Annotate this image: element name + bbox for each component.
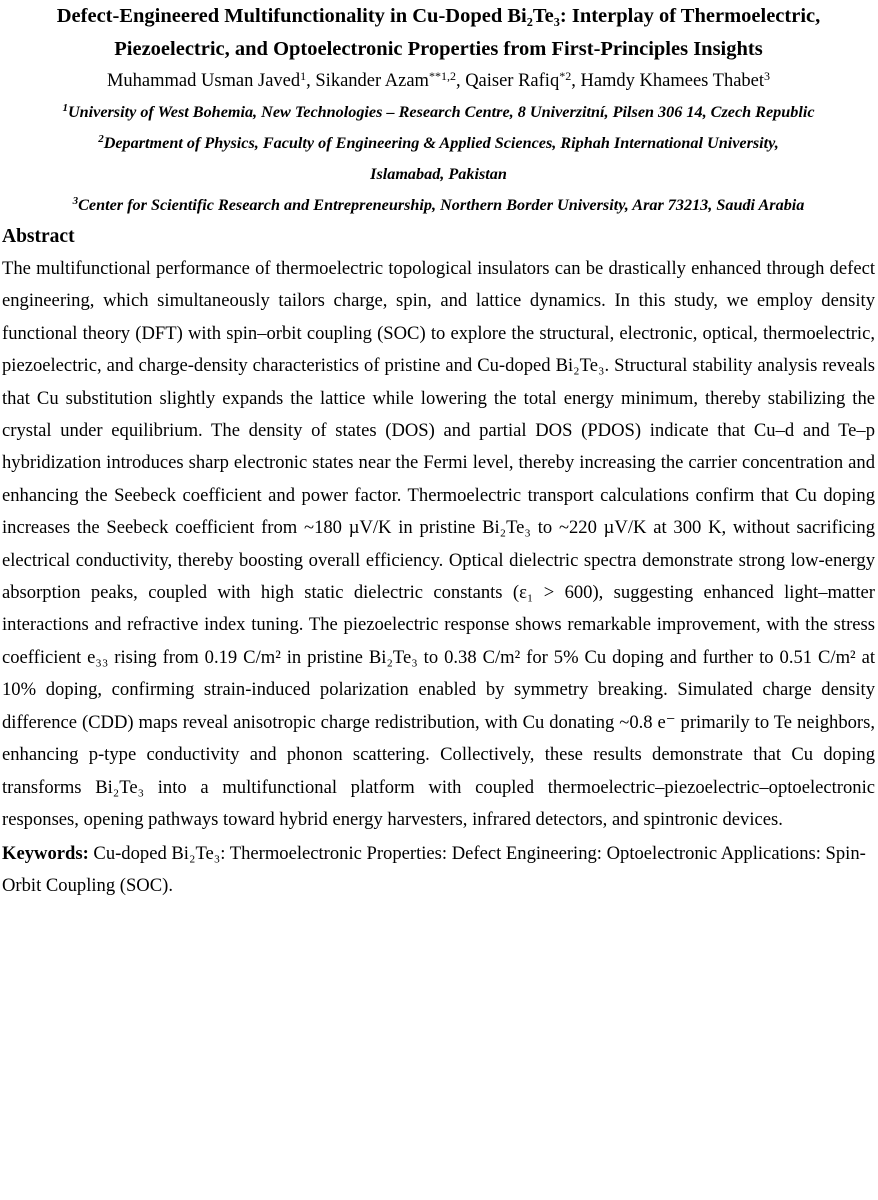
keywords-label: Keywords:	[2, 843, 89, 865]
author-separator: ,	[455, 71, 466, 91]
affiliation-text: Department of Physics, Faculty of Engineering & Applied Sciences, Riphah International University,	[103, 134, 779, 152]
affiliation-1	[0, 97, 877, 128]
author-superscript: **1,2	[428, 69, 456, 83]
author-name: Muhammad Usman Javed	[106, 71, 301, 91]
keywords	[0, 836, 877, 902]
title-line-2: Piezoelectric, and Optoelectronic Properties from First-Principles Insights	[114, 38, 763, 60]
title-line-1: Defect-Engineered Multifunctionality in Cu-Doped Bi₂Te₃: Interplay of Thermoelectric,	[56, 5, 821, 27]
affiliation-text: Islamabad, Pakistan	[370, 165, 507, 183]
author-superscript: 3	[764, 69, 771, 83]
author-name: Hamdy Khamees Thabet	[580, 71, 765, 91]
paper-title	[0, 0, 877, 66]
affiliation-2	[0, 128, 877, 190]
author-superscript: *2	[559, 69, 572, 83]
affiliation-text: Center for Scientific Research and Entrepreneurship, Northern Border University, Arar 73213, Saudi Arabia	[78, 196, 805, 214]
author-name: Sikander Azam	[315, 71, 429, 91]
author-name: Qaiser Rafiq	[465, 71, 560, 91]
keywords-text: Cu-doped Bi₂Te₃: Thermoelectronic Properties: Defect Engineering: Optoelectronic Applications: Spin-Orbit Coupling (SOC).	[2, 843, 866, 897]
affiliation-text: University of West Bohemia, New Technologies – Research Centre, 8 Univerzitní, Pilsen 306 14, Czech Republic	[67, 103, 815, 121]
author-list	[0, 66, 877, 97]
affiliation-superscript: 2	[98, 133, 104, 145]
abstract-heading: Abstract	[2, 226, 75, 247]
abstract-body: The multifunctional performance of thermoelectric topological insulators can be drastically enhanced through defect engineering, which simultaneously tailors charge, spin, and lattice dynamics. In this study, we employ density functional theory (DFT) with spin–orbit coupling (SOC) to explore the structural, electronic, optical, thermoelectric, piezoelectric, and charge-density characteristics of pristine and Cu-doped Bi₂Te₃. Structural stability analysis reveals that Cu substitution slightly expands the lattice while lowering the total energy minimum, thereby stabilizing the crystal under equilibrium. The density of states (DOS) and partial DOS (PDOS) indicate that Cu–d and Te–p hybridization introduces sharp electronic states near the Fermi level, thereby increasing the carrier concentration and enhancing the Seebeck coefficient and power factor. Thermoelectric transport calculations confirm that Cu doping increases the Seebeck coefficient from ~180 µV/K in pristine Bi₂Te₃ to ~220 µV/K at 300 K, without sacrificing electrical conductivity, thereby boosting overall efficiency. Optical dielectric spectra demonstrate strong low-energy absorption peaks, coupled with high static dielectric constants (ε₁ > 600), suggesting enhanced light–matter interactions and refractive index tuning. The piezoelectric response shows remarkable improvement, with the stress coefficient e₃₃ rising from 0.19 C/m² in pristine Bi₂Te₃ to 0.38 C/m² for 5% Cu doping and further to 0.51 C/m² at 10% doping, confirming strain-induced polarization enabled by symmetry breaking. Simulated charge density difference (CDD) maps reveal anisotropic charge redistribution, with Cu donating ~0.8 e⁻ primarily to Te neighbors, enhancing p-type conductivity and phonon scattering. Collectively, these results demonstrate that Cu doping transforms Bi₂Te₃ into a multifunctional platform with coupled thermoelectric–piezoelectric–optoelectronic responses, opening pathways toward hybrid energy harvesters, infrared detectors, and spintronic devices.	[2, 258, 875, 830]
affiliation-superscript: 3	[72, 195, 79, 207]
author-superscript: 1	[300, 69, 307, 83]
author-separator: ,	[306, 71, 316, 91]
affiliation-superscript: 1	[62, 102, 68, 114]
affiliation-3	[0, 190, 877, 221]
author-separator: ,	[571, 71, 581, 91]
